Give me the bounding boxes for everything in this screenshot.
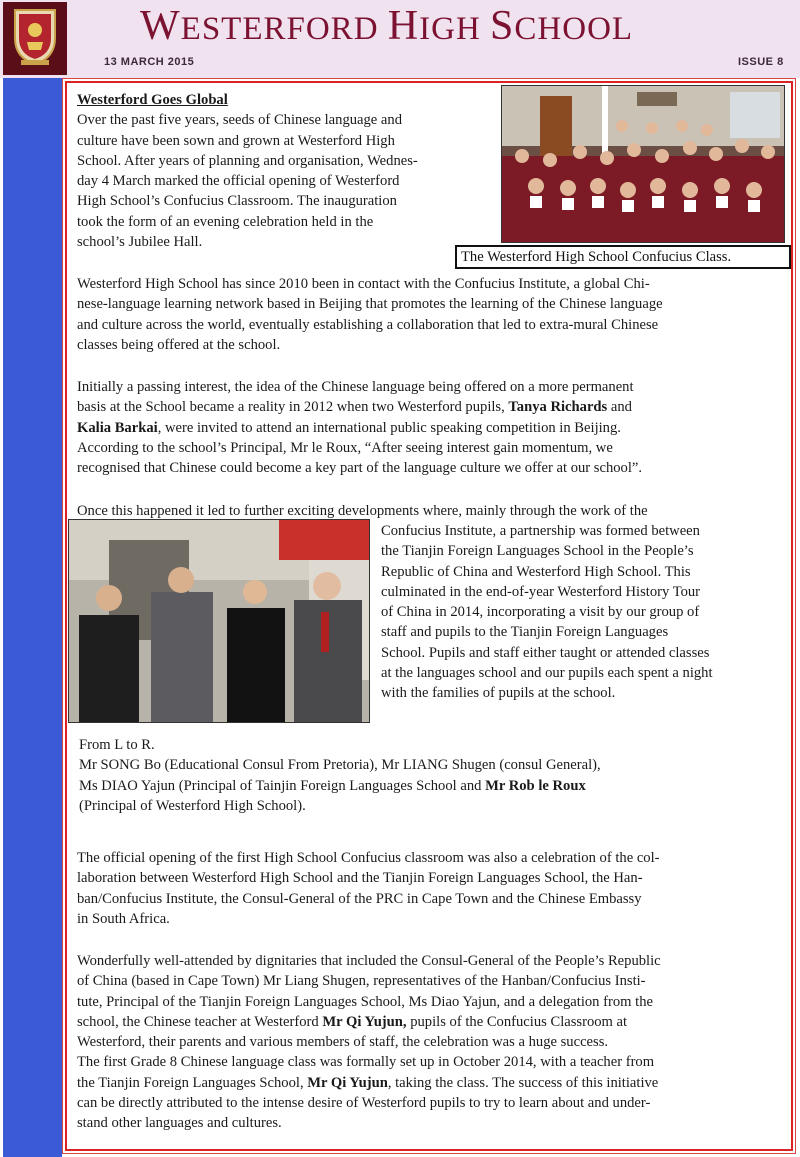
text-line: Kalia Barkai, were invited to attend an international public speaking competition in Beijing. xyxy=(77,419,621,436)
pupil-name-kalia: Kalia Barkai xyxy=(77,419,158,436)
intro-line: Over the past five years, seeds of Chinese language and xyxy=(77,112,403,129)
text-line: laboration between Westerford High School and the Tianjin Foreign Languages School, the Han- xyxy=(77,870,643,887)
teacher-name: Mr Qi Yujun xyxy=(307,1074,388,1091)
text-line: (Principal of Westerford High School). xyxy=(79,797,306,814)
issue-date: 13 MARCH 2015 xyxy=(104,56,195,68)
text-line: stand other languages and cultures. xyxy=(77,1115,282,1132)
text-line: staff and pupils to the Tianjin Foreign Languages xyxy=(381,624,669,641)
article-heading: Westerford Goes Global xyxy=(77,92,228,108)
text-line: classes being offered at the school. xyxy=(77,336,281,353)
text-line: ban/Confucius Institute, the Consul-General of the PRC in Cape Town and the Chinese Embassy xyxy=(77,890,642,907)
text-line: Initially a passing interest, the idea of the Chinese language being offered on a more permanent xyxy=(77,379,634,395)
text-line: recognised that Chinese could become a key part of the language culture we offer at our school”. xyxy=(77,460,643,477)
text-line: in South Africa. xyxy=(77,910,170,927)
text-line: with the families of pupils at the school. xyxy=(381,685,616,702)
text-line: Republic of China and Westerford High School. This xyxy=(381,563,691,580)
text-line: tute, Principal of the Tianjin Foreign Languages School, Ms Diao Yajun, and a delegation from the xyxy=(77,993,653,1010)
text-line: the Tianjin Foreign Languages School in the People’s xyxy=(381,543,694,560)
paragraph-4-side xyxy=(381,521,786,704)
intro-line: took the form of an evening celebration held in the xyxy=(77,213,374,230)
article-intro xyxy=(77,90,497,252)
text-line: the Tianjin Foreign Languages School, Mr Qi Yujun, taking the class. The success of this initiative xyxy=(77,1074,659,1091)
text-line: of China (based in Cape Town) Mr Liang Shugen, representatives of the Hanban/Confucius Insti- xyxy=(77,973,646,990)
text-line: The first Grade 8 Chinese language class was formally set up in October 2014, with a teacher from xyxy=(77,1054,655,1071)
text-line: nese-language learning network based in Beijing that promotes the learning of the Chinese language xyxy=(77,296,663,313)
masthead-title: WESTERFORD HIGH SCHOOL xyxy=(140,3,634,49)
text-line: culminated in the end-of-year Westerford History Tour xyxy=(381,583,701,600)
text-line: The official opening of the first High School Confucius classroom was also a celebration of the col- xyxy=(77,850,660,866)
intro-line: day 4 March marked the official opening of Westerford xyxy=(77,173,400,190)
text-line: Mr SONG Bo (Educational Consul From Pretoria), Mr LIANG Shugen (consul General), xyxy=(79,757,601,774)
dignitaries-photo xyxy=(68,519,370,723)
paragraph-5 xyxy=(77,848,787,929)
photo2-caption xyxy=(79,735,787,816)
pupil-name-tanya: Tanya Richards xyxy=(508,399,608,416)
intro-line: High School’s Confucius Classroom. The inauguration xyxy=(77,193,397,210)
principal-name: Mr Rob le Roux xyxy=(485,777,586,794)
text-line: and culture across the world, eventually establishing a collaboration that led to extra-mural Chinese xyxy=(77,316,659,333)
confucius-class-photo xyxy=(501,85,785,243)
crest-icon xyxy=(13,8,57,66)
text-line: basis at the School became a reality in 2012 when two Westerford pupils, Tanya Richards and xyxy=(77,399,632,416)
text-line: Wonderfully well-attended by dignitaries that included the Consul-General of the People’s Republic xyxy=(77,953,661,969)
school-crest-logo xyxy=(3,2,67,75)
text-line: According to the school’s Principal, Mr le Roux, “After seeing interest gain momentum, we xyxy=(77,439,613,456)
text-line: school, the Chinese teacher at Westerford Mr Qi Yujun, pupils of the Confucius Classroom at xyxy=(77,1013,628,1030)
text-line: Westerford High School has since 2010 been in contact with the Confucius Institute, a global Chi- xyxy=(77,276,650,292)
newsletter-header xyxy=(0,0,800,78)
text-line: Westerford, their parents and various members of staff, the celebration was a huge success. xyxy=(77,1034,609,1051)
text-line: School. Pupils and staff either taught or attended classes xyxy=(381,644,710,661)
teacher-name: Mr Qi Yujun, xyxy=(322,1013,407,1030)
intro-line: School. After years of planning and organisation, Wednes- xyxy=(77,152,418,169)
paragraph-4-first-line: Once this happened it led to further exciting developments where, mainly through the work of the xyxy=(77,503,648,519)
left-sidebar-stripe xyxy=(3,78,62,1157)
paragraph-6 xyxy=(77,951,787,1134)
text-line: at the languages school and our pupils each spent a night xyxy=(381,665,713,682)
paragraph-3 xyxy=(77,377,787,478)
text-line: Ms DIAO Yajun (Principal of Tainjin Foreign Languages School and Mr Rob le Roux xyxy=(79,777,586,794)
text-line: From L to R. xyxy=(79,737,155,753)
paragraph-2 xyxy=(77,274,787,355)
text-line: Confucius Institute, a partnership was formed between xyxy=(381,523,700,539)
intro-line: school’s Jubilee Hall. xyxy=(77,234,203,251)
issue-number: ISSUE 8 xyxy=(738,56,784,68)
text-line: of China in 2014, incorporating a visit by our group of xyxy=(381,604,700,621)
photo1-caption: The Westerford High School Confucius Class. xyxy=(455,245,791,269)
text-line: can be directly attributed to the intense desire of Westerford pupils to try to learn about and under- xyxy=(77,1095,651,1112)
intro-line: culture have been sown and grown at Westerford High xyxy=(77,132,395,149)
